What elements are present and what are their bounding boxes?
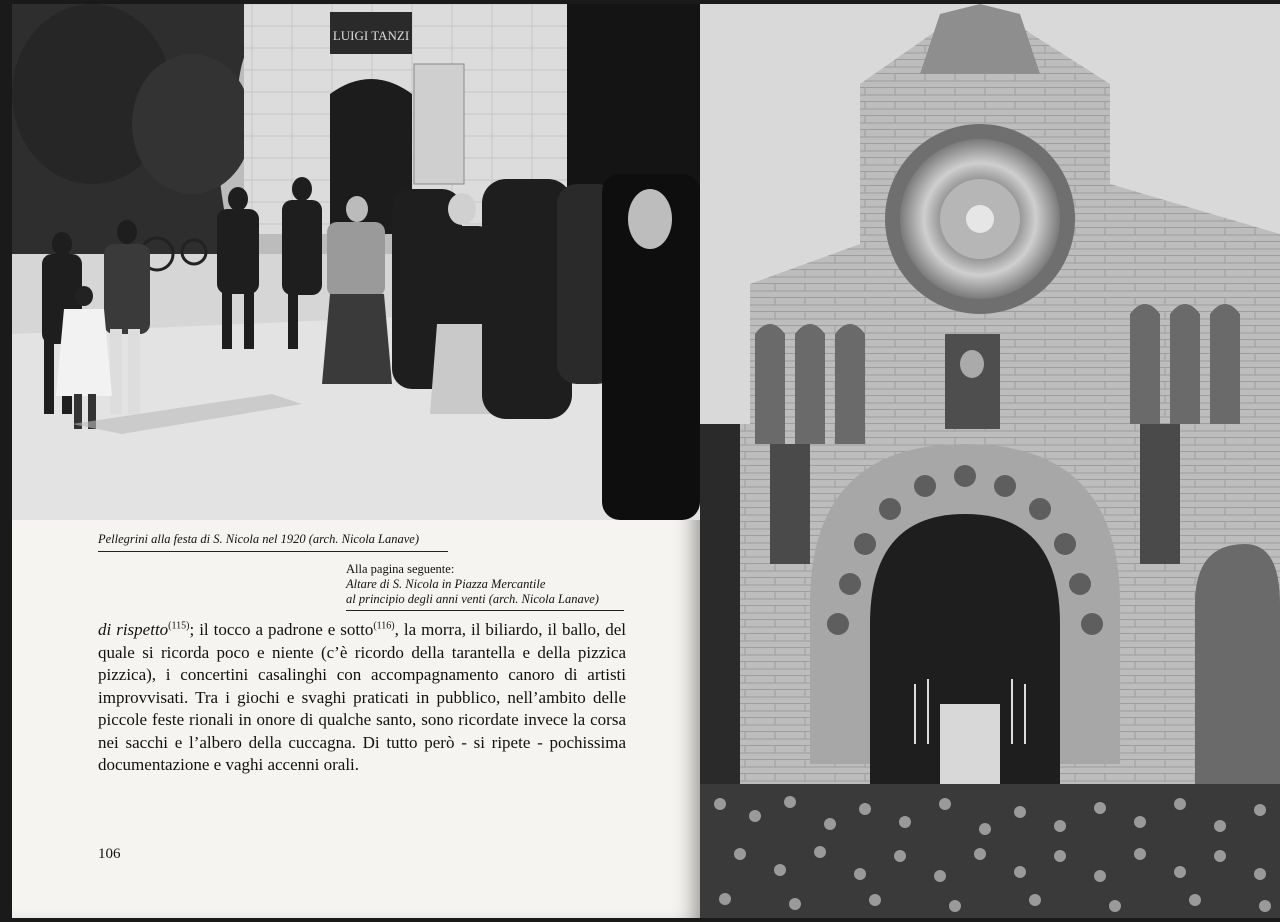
body-segment-2: , la morra, il biliardo, il ballo, del quale si ricorda poco e niente (c’è ricordo della tarantella e della pizzica pizzica), i concertini casalinghi con accompagnamento canoro di artisti improvvisati. Tra i giochi e svaghi praticati in pubblico, nell’ambito delle piccole feste rionali in onore di qualche santo, sono ricordate invece la corsa nei sacchi e l’albero della cuccagna. Di tutto però - si ripete - pochissima documentazione e vaghi accenni orali. [98,620,627,774]
pilgrims-photo [12,4,700,520]
note-line-2: Altare di S. Nicola in Piazza Mercantile [346,577,546,591]
basilica-photo [700,4,1280,918]
footnote-ref-115: (115) [168,620,190,632]
next-page-note [346,562,624,611]
body-paragraph [98,619,626,777]
body-lead: di rispetto [98,620,169,639]
photo-caption: Pellegrini alla festa di S. Nicola nel 1920 (arch. Nicola Lanave) [98,532,448,552]
body-segment-1: ; il tocco a padrone e sotto [189,620,374,639]
note-line-1: Alla pagina seguente: [346,562,455,576]
shop-sign: LUIGI TANZI [332,28,410,43]
page-number: 106 [98,846,121,862]
footnote-ref-116: (116) [373,620,395,632]
note-line-3: al principio degli anni venti (arch. Nicola Lanave) [346,592,599,606]
